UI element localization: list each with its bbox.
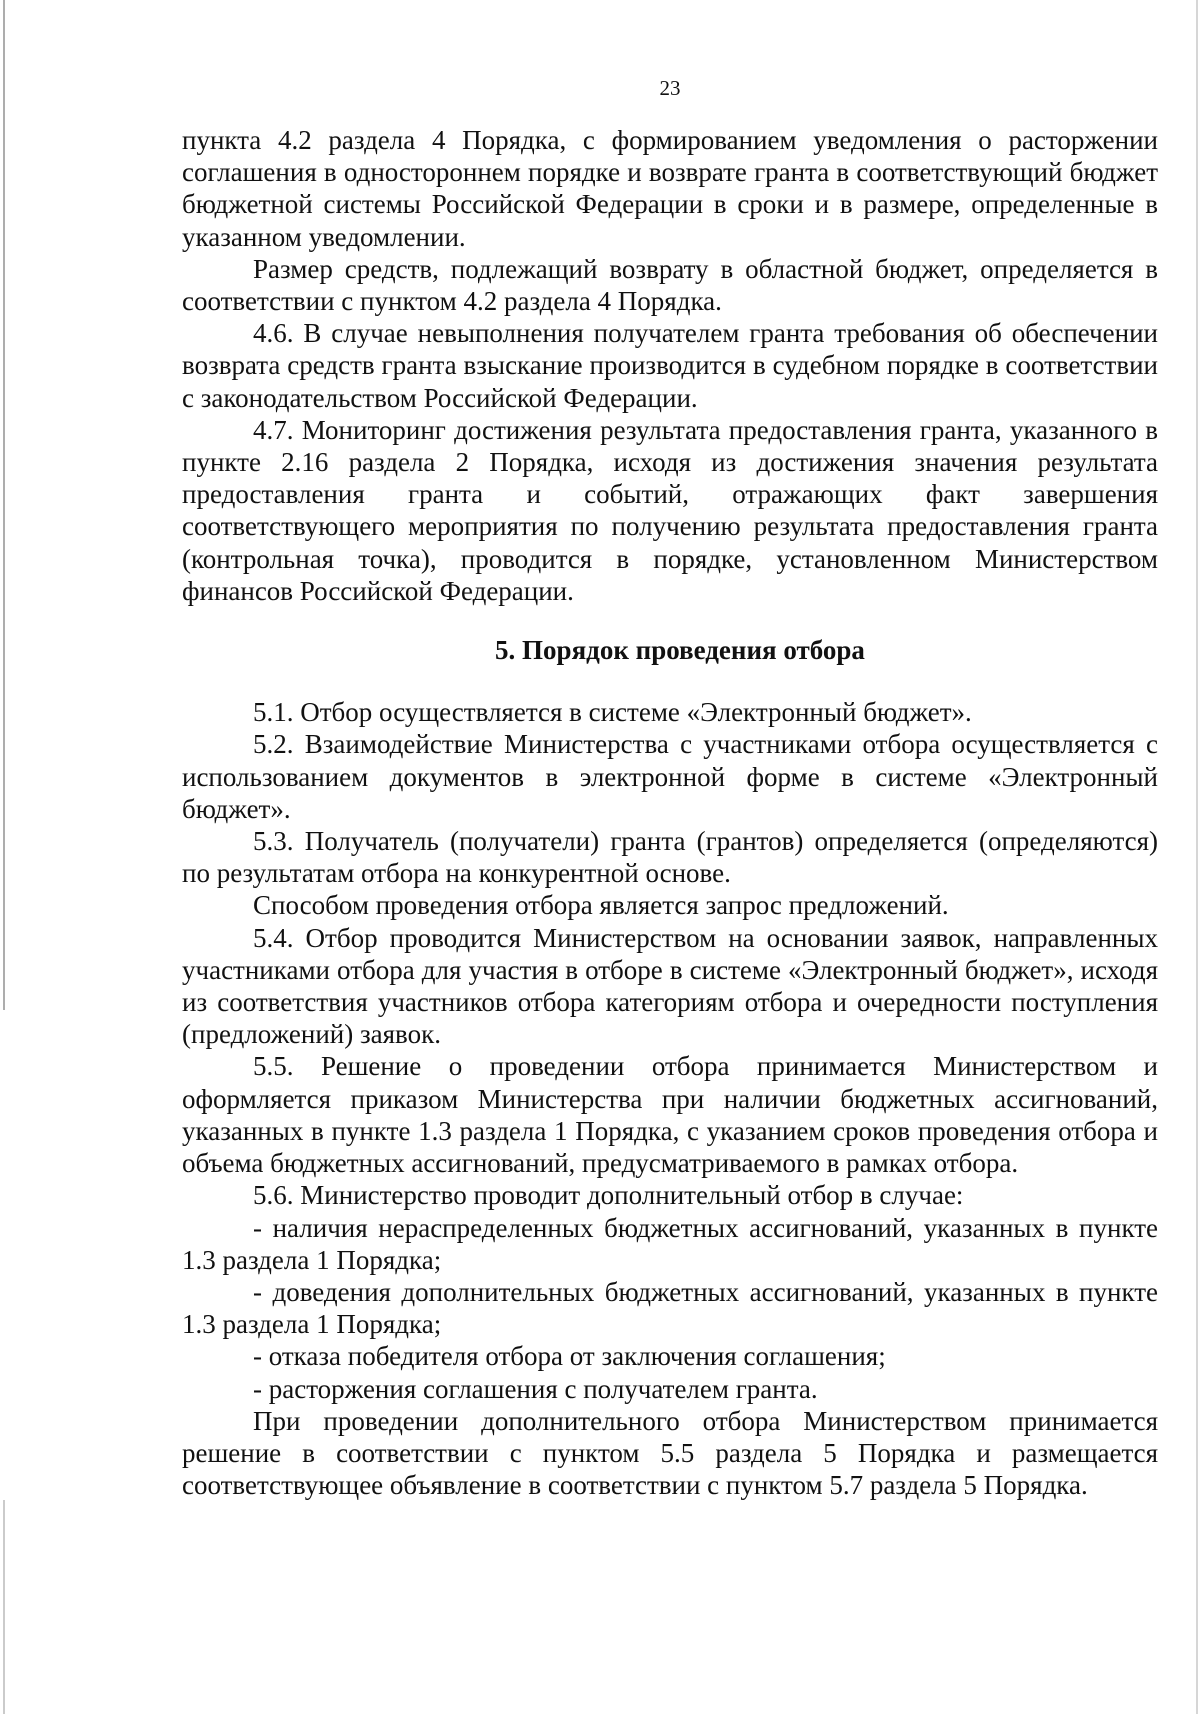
paragraph: пункта 4.2 раздела 4 Порядка, с формированием уведомления о расторжении соглашения в одностороннем порядке и возврате гранта в соответствующий бюджет бюджетной системы Российской Федерации в сроки и в размере, определенные в указанном уведомлении. (182, 125, 1158, 252)
list-item: - расторжения соглашения с получателем гранта. (253, 1373, 818, 1404)
paragraph-5-2: 5.2. Взаимодействие Министерства с участниками отбора осуществляется с использованием документов в электронной форме в системе «Электронный бюджет». (182, 729, 1158, 824)
paragraph-5-5: 5.5. Решение о проведении отбора принимается Министерством и оформляется приказом Министерства при наличии бюджетных ассигнований, указанных в пункте 1.3 раздела 1 Порядка, с указанием сроков проведения отбора и объема бюджетных ассигнований, предусматриваемого в рамках отбора. (182, 1051, 1158, 1179)
scan-edge-left-lower (3, 1500, 5, 1714)
paragraph-5-1: 5.1. Отбор осуществляется в системе «Электронный бюджет». (253, 697, 972, 728)
page-number: 23 (659, 76, 681, 100)
paragraph: Размер средств, подлежащий возврату в областной бюджет, определяется в соответствии с пунктом 4.2 раздела 4 Порядка. (182, 253, 1158, 317)
paragraph-4-6: 4.6. В случае невыполнения получателем гранта требования об обеспечении возврата средств гранта взыскание производится в судебном порядке в соответствии с законодательством Российской Федерации. (182, 318, 1158, 413)
paragraph-5-3: 5.3. Получатель (получатели) гранта (грантов) определяется (определяются) по результатам отбора на конкурентной основе. (182, 826, 1158, 889)
scan-edge-left (3, 0, 5, 1010)
paragraph-5-6: 5.6. Министерство проводит дополнительный отбор в случае: (253, 1180, 964, 1211)
paragraph: Способом проведения отбора является запрос предложений. (253, 890, 949, 921)
list-item: - доведения дополнительных бюджетных ассигнований, указанных в пункте 1.3 раздела 1 Порядка; (182, 1276, 1158, 1340)
paragraph-4-7: 4.7. Мониторинг достижения результата предоставления гранта, указанного в пункте 2.16 раздела 2 Порядка, исходя из достижения значения результата предоставления гранта и событий, отражающих факт завершения соответствующего мероприятия по получению результата предоставления гранта (контрольная точка), проводится в порядке, установленном Министерством финансов Российской Федерации. (182, 414, 1158, 606)
list-item: - наличия нераспределенных бюджетных ассигнований, указанных в пункте 1.3 раздела 1 Порядка; (182, 1212, 1158, 1275)
document-body (182, 124, 1158, 1501)
list-item: - отказа победителя отбора от заключения соглашения; (253, 1341, 886, 1372)
section-heading: 5. Порядок проведения отбора (495, 635, 865, 666)
paragraph: При проведении дополнительного отбора Министерством принимается решение в соответствии с пунктом 5.5 раздела 5 Порядка и размещается соответствующее объявление в соответствии с пунктом 5.7 раздела 5 Порядка. (182, 1405, 1158, 1501)
paragraph-5-4: 5.4. Отбор проводится Министерством на основании заявок, направленных участниками отбора для участия в отборе в системе «Электронный бюджет», исходя из соответствия участников отбора категориям отбора и очередности поступления (предложений) заявок. (182, 922, 1158, 1050)
scan-edge-right (1196, 0, 1198, 1714)
